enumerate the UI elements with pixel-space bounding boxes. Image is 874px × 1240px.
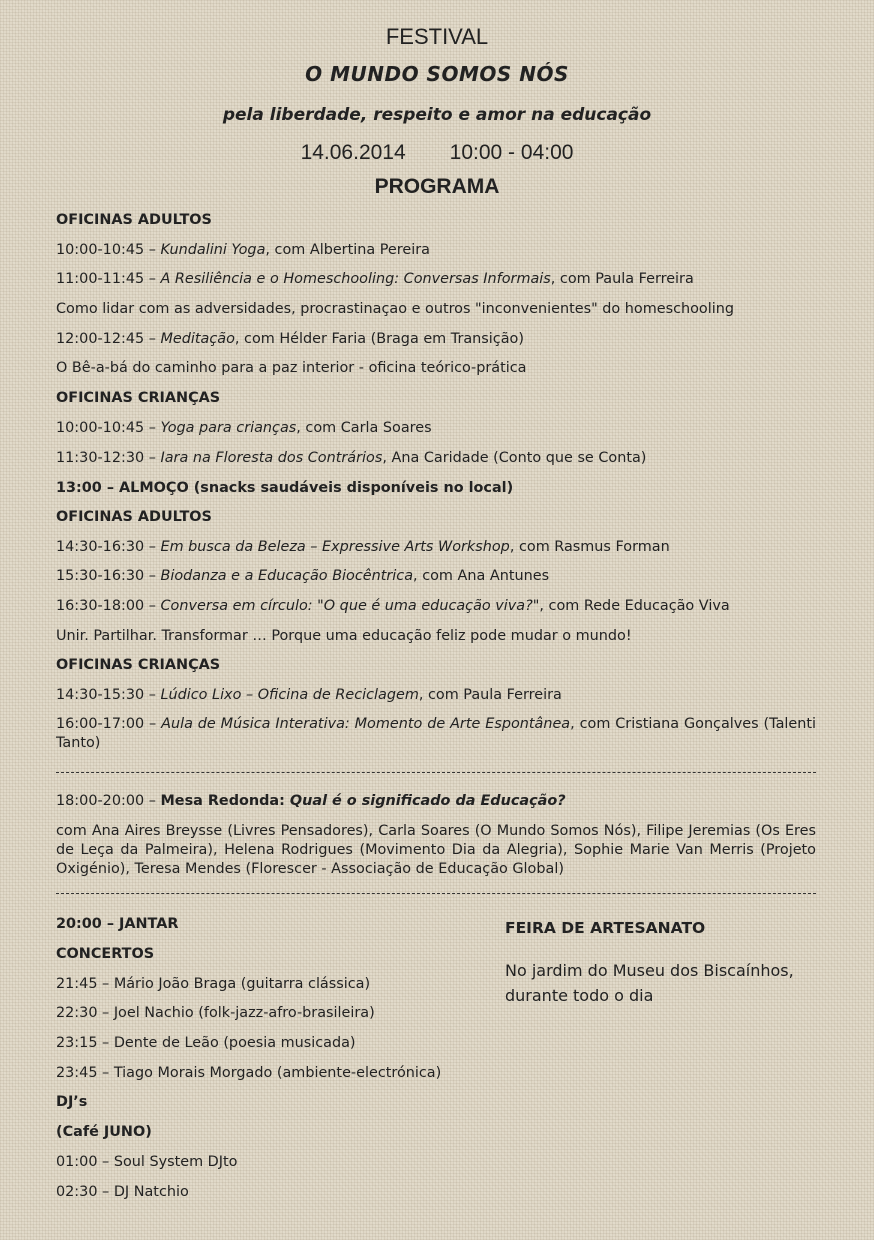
schedule-item bbox=[56, 241, 816, 260]
item-time: 16:00-17:00 – bbox=[56, 716, 162, 732]
item-title: A Resiliência e o Homeschooling: Conversas Informais bbox=[160, 271, 551, 287]
schedule-item bbox=[56, 715, 816, 753]
section-heading-adults-afternoon: OFICINAS ADULTOS bbox=[56, 509, 212, 525]
section-heading-adults-morning: OFICINAS ADULTOS bbox=[56, 212, 212, 228]
item-host: , com Carla Soares bbox=[296, 420, 432, 436]
festival-label: FESTIVAL bbox=[385, 24, 489, 49]
schedule-item bbox=[56, 597, 816, 616]
item-host: , com Cristiana Gonçalves (Talenti Tanto) bbox=[56, 716, 816, 751]
concert-item: 23:45 – Tiago Morais Morgado (ambiente-electrónica) bbox=[56, 1065, 442, 1081]
schedule-item bbox=[56, 419, 816, 438]
dinner: 20:00 – JANTAR bbox=[56, 916, 179, 932]
festival-hours: 10:00 - 04:00 bbox=[449, 141, 574, 164]
item-title: Meditação bbox=[160, 331, 235, 347]
item-host: , com Hélder Faria (Braga em Transição) bbox=[234, 331, 524, 347]
item-title: Conversa em círculo: "O que é uma educação viva?" bbox=[160, 598, 540, 614]
item-host: , com Paula Ferreira bbox=[550, 271, 694, 287]
item-host: , Ana Caridade (Conto que se Conta) bbox=[382, 450, 647, 466]
item-time: 16:30-18:00 – bbox=[56, 598, 161, 614]
item-host: , com Ana Antunes bbox=[413, 568, 550, 584]
item-title: Iara na Floresta dos Contrários bbox=[160, 450, 383, 466]
item-description: O Bê-a-bá do caminho para a paz interior - oficina teórico-prática bbox=[56, 360, 527, 376]
item-time: 11:00-11:45 – bbox=[56, 271, 161, 287]
item-description: Unir. Partilhar. Transformar … Porque uma educação feliz pode mudar o mundo! bbox=[56, 628, 632, 644]
item-time: 14:30-15:30 – bbox=[56, 687, 161, 703]
item-host: , com Albertina Pereira bbox=[265, 242, 430, 258]
lunch-break: 13:00 – ALMOÇO (snacks saudáveis disponíveis no local) bbox=[56, 480, 514, 496]
schedule-item bbox=[56, 449, 816, 468]
dj-item: 01:00 – Soul System DJto bbox=[56, 1154, 238, 1170]
schedule-item bbox=[56, 538, 816, 557]
item-host: , com Rede Educação Viva bbox=[539, 598, 730, 614]
item-description: Como lidar com as adversidades, procrastinaçao e outros "inconvenientes" do homeschooling bbox=[56, 301, 734, 317]
item-time: 10:00-10:45 – bbox=[56, 420, 161, 436]
item-time: 14:30-16:30 – bbox=[56, 539, 161, 555]
dj-item: 02:30 – DJ Natchio bbox=[56, 1184, 189, 1200]
festival-title: O MUNDO SOMOS NÓS bbox=[305, 62, 569, 86]
item-time: 15:30-16:30 – bbox=[56, 568, 161, 584]
dashed-separator bbox=[56, 893, 816, 894]
section-heading-children-afternoon: OFICINAS CRIANÇAS bbox=[56, 657, 221, 673]
schedule-item bbox=[56, 270, 816, 289]
round-table-label: Mesa Redonda: bbox=[160, 793, 290, 809]
concerts-heading: CONCERTOS bbox=[56, 946, 155, 962]
craft-fair-duration: durante todo o dia bbox=[505, 986, 654, 1005]
craft-fair-location: No jardim do Museu dos Biscaínhos, bbox=[505, 961, 794, 980]
item-title: Lúdico Lixo – Oficina de Reciclagem bbox=[160, 687, 419, 703]
item-title: Em busca da Beleza – Expressive Arts Workshop bbox=[160, 539, 510, 555]
item-time: 18:00-20:00 – bbox=[56, 793, 161, 809]
item-time: 10:00-10:45 – bbox=[56, 242, 161, 258]
item-title: Yoga para crianças bbox=[160, 420, 297, 436]
item-title: Aula de Música Interativa: Momento de Arte Espontânea bbox=[161, 716, 571, 732]
schedule-item bbox=[56, 686, 816, 705]
concert-item: 22:30 – Joel Nachio (folk-jazz-afro-brasileira) bbox=[56, 1005, 375, 1021]
round-table-item bbox=[56, 792, 816, 811]
item-title: Kundalini Yoga bbox=[160, 242, 266, 258]
djs-heading: DJ’s bbox=[56, 1094, 88, 1110]
section-heading-children-morning: OFICINAS CRIANÇAS bbox=[56, 390, 221, 406]
craft-fair-details bbox=[505, 958, 825, 1008]
round-table-title: Qual é o significado da Educação? bbox=[289, 793, 566, 809]
festival-date-time bbox=[0, 141, 874, 165]
schedule-item bbox=[56, 567, 816, 586]
schedule-item bbox=[56, 330, 816, 349]
concert-item: 23:15 – Dente de Leão (poesia musicada) bbox=[56, 1035, 356, 1051]
item-time: 12:00-12:45 – bbox=[56, 331, 161, 347]
item-host: , com Rasmus Forman bbox=[509, 539, 670, 555]
craft-fair-heading: FEIRA DE ARTESANATO bbox=[505, 919, 706, 937]
concert-item: 21:45 – Mário João Braga (guitarra clássica) bbox=[56, 976, 371, 992]
programa-heading: PROGRAMA bbox=[374, 175, 500, 198]
cafe-juno: (Café JUNO) bbox=[56, 1124, 152, 1140]
item-host: , com Paula Ferreira bbox=[418, 687, 562, 703]
festival-subtitle: pela liberdade, respeito e amor na educação bbox=[222, 105, 652, 125]
item-time: 11:30-12:30 – bbox=[56, 450, 161, 466]
festival-date: 14.06.2014 bbox=[300, 141, 406, 164]
round-table-participants: com Ana Aires Breysse (Livres Pensadores), Carla Soares (O Mundo Somos Nós), Filipe Jeremias (Os Eres de Leça da Palmeira), Helena Rodrigues (Movimento Dia da Alegria), Sophie Marie Van Merris (Projeto Oxigénio), Teresa Mendes (Florescer - Associação de Educação Global) bbox=[56, 823, 816, 877]
dashed-separator bbox=[56, 772, 816, 773]
item-title: Biodanza e a Educação Biocêntrica bbox=[160, 568, 414, 584]
